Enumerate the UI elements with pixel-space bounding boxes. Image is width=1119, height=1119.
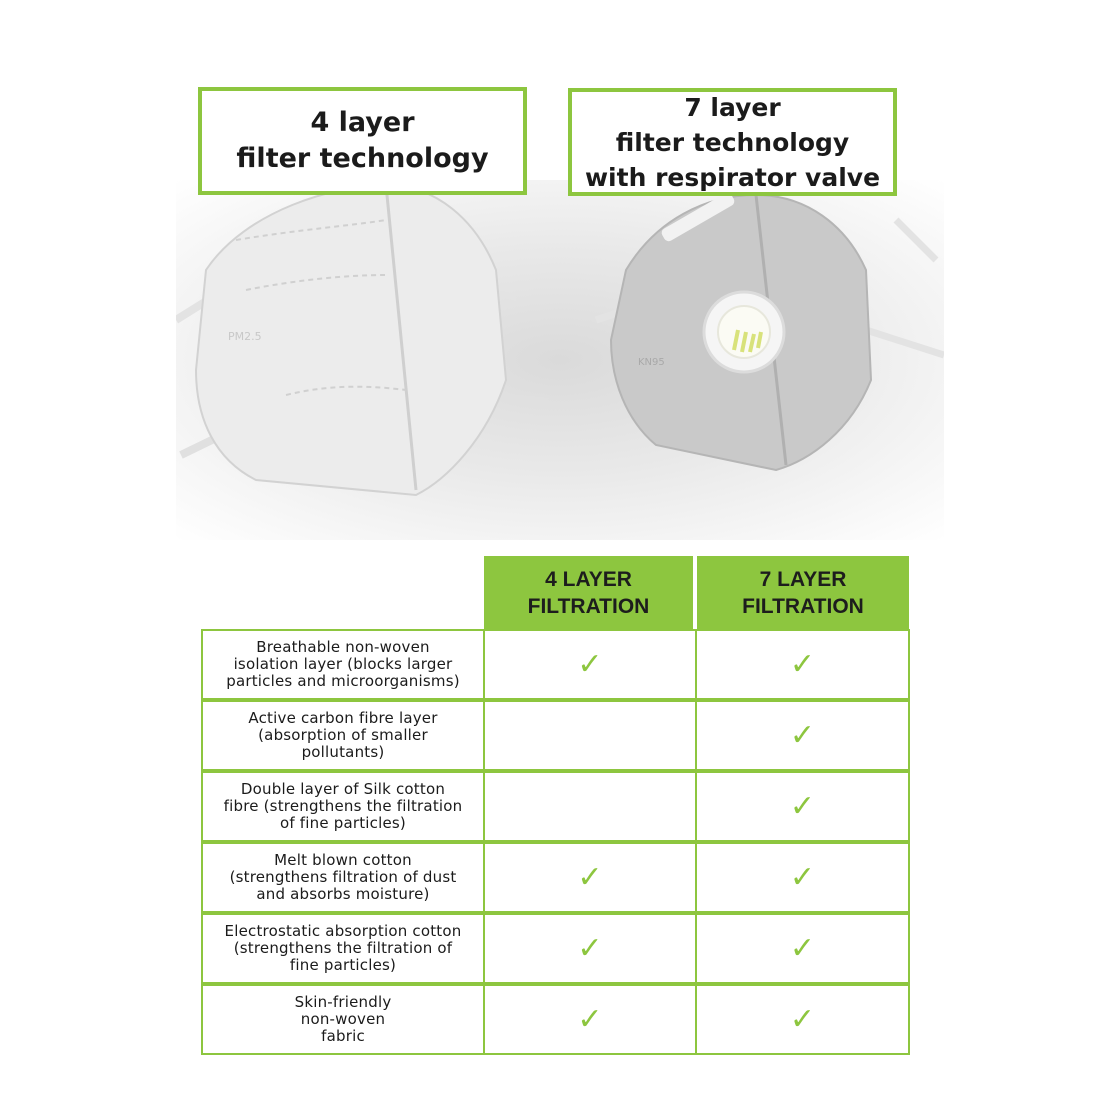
table-row (201, 629, 910, 700)
title-7-layer-line-3: with respirator valve (584, 162, 881, 192)
row-label-cell (201, 771, 485, 842)
table-row (201, 984, 910, 1055)
row-label-line: fibre (strengthens the filtration (223, 797, 463, 815)
row-label-line: fine particles) (289, 956, 397, 974)
row-label-line: of fine particles) (279, 814, 406, 832)
row-label-line: (strengthens filtration of dust (229, 868, 457, 886)
check-icon: ✓ (789, 930, 816, 966)
check-icon: ✓ (789, 1001, 816, 1037)
row-label-line: Melt blown cotton (274, 851, 412, 869)
check-7-layer-cell (695, 913, 910, 984)
check-icon: ✓ (577, 859, 603, 895)
check-4-layer-cell (483, 700, 697, 771)
comparison-table (201, 629, 910, 1057)
check-icon: ✓ (789, 788, 816, 824)
title-7-layer (568, 88, 897, 196)
row-label-cell (201, 629, 485, 700)
row-label-line: fabric (321, 1027, 365, 1045)
mask-left-print: PM2.5 (228, 330, 262, 343)
check-icon: ✓ (789, 859, 816, 895)
mask-7-layer-image (566, 180, 944, 500)
row-label-line: Skin-friendly (294, 993, 392, 1011)
row-label-line: non-woven (300, 1010, 386, 1028)
check-4-layer-cell (483, 913, 697, 984)
check-4-layer-cell (483, 629, 697, 700)
row-label-cell (201, 913, 485, 984)
table-row (201, 700, 910, 771)
column-header-7-layer-line-2: FILTRATION (742, 594, 864, 618)
column-header-4-layer-line-1: 4 LAYER (545, 567, 632, 591)
row-label-line: (strengthens the filtration of (233, 939, 453, 957)
column-header-4-layer-line-2: FILTRATION (527, 594, 650, 618)
check-7-layer-cell (695, 629, 910, 700)
check-icon: ✓ (577, 646, 603, 682)
check-7-layer-cell (695, 700, 910, 771)
mask-4-layer-image (176, 180, 556, 500)
column-header-7-layer-line-1: 7 LAYER (759, 567, 847, 591)
title-4-layer-line-2: filter technology (236, 143, 489, 174)
mask-right-print: KN95 (638, 357, 665, 368)
check-7-layer-cell (695, 771, 910, 842)
row-label-line: and absorbs moisture) (256, 885, 430, 903)
table-row (201, 842, 910, 913)
title-7-layer-line-1: 7 layer (684, 92, 781, 122)
row-label-line: Electrostatic absorption cotton (224, 922, 462, 940)
check-4-layer-cell (483, 771, 697, 842)
column-header-7-layer (697, 556, 909, 629)
check-7-layer-cell (695, 842, 910, 913)
row-label-line: pollutants) (301, 743, 385, 761)
row-label-line: isolation layer (blocks larger (233, 655, 453, 673)
check-icon: ✓ (789, 646, 816, 682)
table-row (201, 913, 910, 984)
column-header-4-layer (484, 556, 693, 629)
title-7-layer-line-2: filter technology (615, 127, 850, 157)
row-label-cell (201, 700, 485, 771)
check-4-layer-cell (483, 984, 697, 1055)
row-label-cell (201, 842, 485, 913)
row-label-line: Double layer of Silk cotton (240, 780, 446, 798)
title-4-layer (198, 87, 527, 195)
check-icon: ✓ (577, 930, 603, 966)
check-icon: ✓ (789, 717, 816, 753)
row-label-line: Breathable non-woven (256, 638, 430, 656)
check-icon: ✓ (577, 1001, 603, 1037)
title-4-layer-line-1: 4 layer (310, 107, 415, 138)
row-label-cell (201, 984, 485, 1055)
row-label-line: Active carbon fibre layer (248, 709, 438, 727)
check-7-layer-cell (695, 984, 910, 1055)
row-label-line: particles and microorganisms) (226, 672, 460, 690)
check-4-layer-cell (483, 842, 697, 913)
row-label-line: (absorption of smaller (258, 726, 428, 744)
table-row (201, 771, 910, 842)
